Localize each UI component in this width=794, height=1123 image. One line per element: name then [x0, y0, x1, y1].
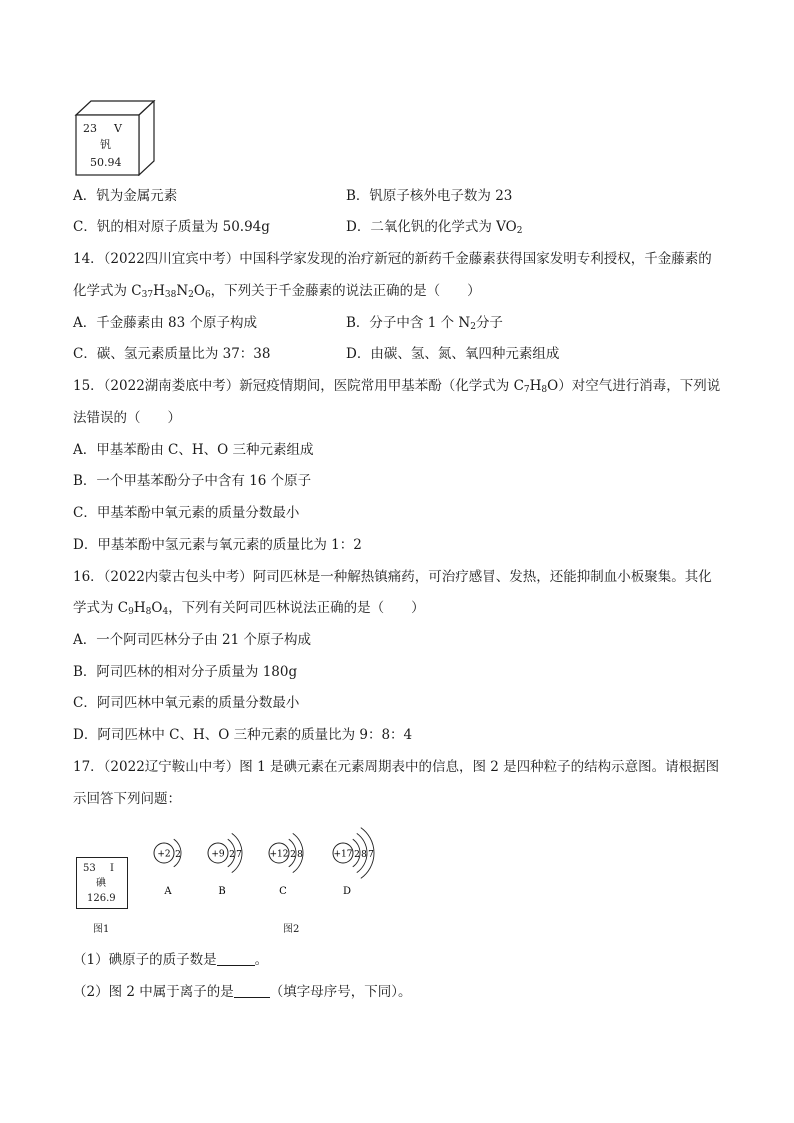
stem-text: 学式为 C [73, 600, 129, 616]
stem-text: ，下列有关阿司匹林说法正确的是（ ） [168, 600, 425, 616]
shell-electron-count: 2 [229, 850, 235, 860]
shell-electron-count: 2 [354, 850, 360, 860]
stem-text: H [529, 378, 542, 394]
stem-text: O）对空气进行消毒，下列说 [547, 378, 721, 394]
nucleus-charge: +17 [333, 849, 353, 860]
vanadium-element-cell [70, 100, 156, 176]
subscript: 6 [204, 290, 211, 300]
particle-label: B [218, 886, 226, 897]
subscript: 2 [516, 226, 523, 236]
stem-text: 化学式为 C [73, 283, 142, 299]
subscript: 37 [141, 290, 154, 300]
subscript: 8 [145, 607, 152, 617]
q13-option-d [346, 217, 522, 237]
answer-blank[interactable] [217, 951, 255, 966]
shell-electron-count: 8 [361, 850, 367, 860]
shell-electron-count: 2 [175, 850, 181, 860]
stem-text: 15．（2022湖南娄底中考）新冠疫情期间，医院常用甲基苯酚（化学式为 C [73, 378, 524, 394]
element-number: 23 [83, 122, 97, 135]
element-number: 53 [83, 863, 96, 874]
q14-option-b [346, 313, 503, 333]
option-text: 分子 [475, 315, 503, 331]
element-name: 碘 [96, 878, 106, 889]
q17-sub1 [73, 950, 268, 970]
figure-1-caption: 图1 [93, 924, 110, 935]
particle-d [333, 828, 374, 897]
shell-electron-count: 8 [297, 850, 303, 860]
option-text: B．分子中含 1 个 N [346, 315, 471, 331]
q15-option-c: C．甲基苯酚中氧元素的质量分数最小 [73, 505, 300, 521]
q15-option-b: B．一个甲基苯酚分子中含有 16 个原子 [73, 473, 312, 489]
q13-option-a: A．钒为金属元素 [73, 188, 178, 204]
shell-electron-count: 7 [368, 850, 374, 860]
q15-option-a: A．甲基苯酚由 C、H、O 三种元素组成 [73, 442, 314, 458]
subscript: 2 [470, 322, 476, 332]
stem-text: H [133, 600, 146, 616]
q16-option-c: C．阿司匹林中氧元素的质量分数最小 [73, 695, 300, 711]
stem-text: O [151, 600, 163, 616]
answer-blank[interactable] [234, 983, 270, 998]
q13-option-c: C．钒的相对原子质量为 50.94g [73, 219, 270, 235]
q14-stem-line1: 14．（2022四川宜宾中考）中国科学家发现的治疗新冠的新药千金藤素获得国家发明专利授权，千金藤素的 [73, 251, 712, 267]
q14-stem-line2 [73, 281, 481, 301]
stem-text: N [176, 283, 189, 299]
particle-a [154, 839, 181, 897]
sub-text: （填字母序号，下同）。 [269, 984, 412, 1000]
subscript: 38 [164, 290, 177, 300]
q17-stem-line1: 17．（2022辽宁鞍山中考）图 1 是碘元素在元素周期表中的信息，图 2 是四种粒子的结构示意图。请根据图 [73, 759, 720, 775]
particle-c [269, 833, 303, 897]
stem-text: H [153, 283, 165, 299]
q14-option-a: A．千金藤素由 83 个原子构成 [73, 315, 258, 331]
subscript: 2 [188, 290, 194, 300]
q15-stem-line2: 法错误的（ ） [73, 410, 181, 426]
figure-2-caption: 图2 [283, 924, 300, 935]
subscript: 7 [523, 385, 530, 395]
element-symbol: V [114, 122, 122, 135]
particle-label: C [279, 886, 287, 897]
particle-label: D [342, 886, 352, 897]
q17-sub2 [73, 982, 412, 1002]
element-name: 钒 [100, 138, 111, 151]
sub-text: （1）碘原子的质子数是 [73, 952, 217, 968]
q16-option-d: D．阿司匹林中 C、H、O 三种元素的质量比为 9：8：4 [73, 727, 413, 743]
subscript: 9 [128, 607, 134, 617]
particle-b [208, 833, 242, 897]
iodine-element-cell [76, 857, 128, 909]
sub-text: 。 [254, 952, 269, 968]
q16-stem-line2 [73, 598, 425, 618]
shell-electron-count: 2 [290, 850, 296, 860]
subscript: 8 [541, 385, 548, 395]
q16-option-a: A．一个阿司匹林分子由 21 个原子构成 [73, 632, 312, 648]
stem-text: O [193, 283, 205, 299]
q14-option-d: D．由碳、氢、氮、氧四种元素组成 [346, 346, 560, 362]
q16-stem-line1: 16．（2022内蒙古包头中考）阿司匹林是一种解热镇痛药，可治疗感冒、发热，还能抑制血小板聚集。其化 [73, 569, 712, 585]
element-mass: 50.94 [90, 156, 122, 169]
particle-label: A [164, 886, 172, 897]
element-mass: 126.9 [87, 893, 116, 904]
q15-option-d: D．甲基苯酚中氢元素与氧元素的质量比为 1：2 [73, 537, 362, 553]
subscript: 4 [162, 607, 169, 617]
q14-option-c: C．碳、氢元素质量比为 37：38 [73, 346, 271, 362]
stem-text: ，下列关于千金藤素的说法正确的是（ ） [210, 283, 481, 299]
q16-option-b: B．阿司匹林的相对分子质量为 180g [73, 664, 298, 680]
nucleus-charge: +12 [269, 849, 289, 860]
q15-stem-line1 [73, 376, 720, 396]
nucleus-charge: +9 [211, 849, 225, 860]
sub-text: （2）图 2 中属于离子的是 [73, 984, 234, 1000]
q13-option-d-text: D．二氧化钒的化学式为 VO [346, 219, 517, 235]
nucleus-charge: +2 [157, 849, 171, 860]
atomic-structure-diagrams [140, 818, 400, 898]
q17-stem-line2: 示回答下列问题： [73, 791, 181, 807]
q13-option-b: B．钒原子核外电子数为 23 [346, 188, 513, 204]
shell-electron-count: 7 [236, 850, 242, 860]
element-symbol: I [110, 863, 114, 874]
